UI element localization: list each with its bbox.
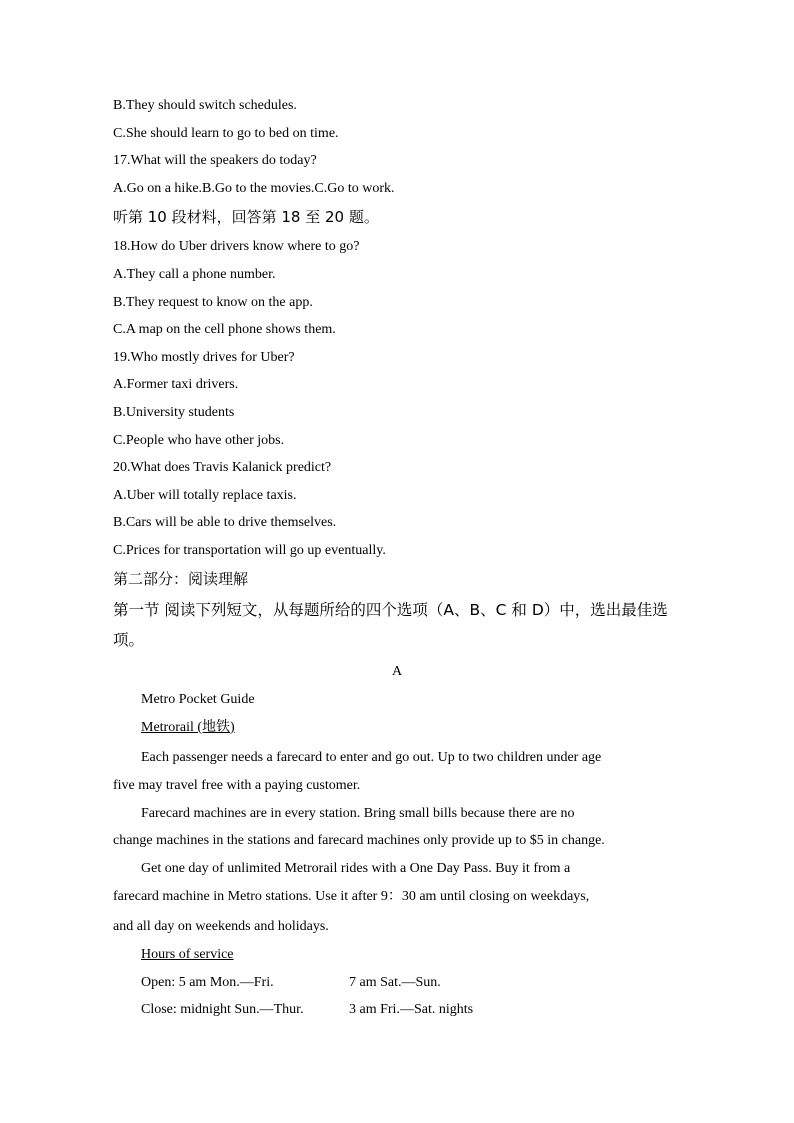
part-title: 第二部分：阅读理解 xyxy=(113,570,249,588)
q18-option-a: A.They call a phone number. xyxy=(113,267,276,282)
q20-question: 20.What does Travis Kalanick predict? xyxy=(113,460,332,475)
close-weekday: Close: midnight Sun.—Thur. xyxy=(141,1002,304,1017)
para3-line1: Get one day of unlimited Metrorail rides with a One Day Pass. Buy it from a xyxy=(141,861,571,876)
q20-option-b: B.Cars will be able to drive themselves. xyxy=(113,515,337,530)
q19-option-c: C.People who have other jobs. xyxy=(113,433,285,448)
section10-instruction: 听第 10 段材料，回答第 18 至 20 题。 xyxy=(113,208,379,226)
para1-line2: five may travel free with a paying customer. xyxy=(113,778,361,793)
q17-question: 17.What will the speakers do today? xyxy=(113,153,317,168)
para2-line1: Farecard machines are in every station. Bring small bills because there are no xyxy=(141,806,575,821)
q16-option-b: B.They should switch schedules. xyxy=(113,98,297,113)
q16-option-c: C.She should learn to go to bed on time. xyxy=(113,126,339,141)
metrorail-heading: Metrorail (地铁) xyxy=(141,720,235,735)
q18-option-b: B.They request to know on the app. xyxy=(113,295,313,310)
open-weekend: 7 am Sat.—Sun. xyxy=(349,975,441,990)
para3-line2: farecard machine in Metro stations. Use it after 9：30 am until closing on weekdays, xyxy=(113,889,590,904)
q18-question: 18.How do Uber drivers know where to go? xyxy=(113,239,360,254)
open-hours-row xyxy=(141,973,441,993)
q20-option-a: A.Uber will totally replace taxis. xyxy=(113,488,297,503)
section-instruction: 第一节 阅读下列短文，从每题所给的四个选项（A、B、C 和 D）中，选出最佳选项。 xyxy=(113,601,668,649)
hours-heading: Hours of service xyxy=(141,947,234,962)
q19-option-a: A.Former taxi drivers. xyxy=(113,377,239,392)
para3-line3: and all day on weekends and holidays. xyxy=(113,919,329,934)
para2-line2: change machines in the stations and farecard machines only provide up to $5 in change. xyxy=(113,833,605,848)
close-weekend: 3 am Fri.—Sat. nights xyxy=(349,1002,474,1017)
q17-options: A.Go on a hike.B.Go to the movies.C.Go to work. xyxy=(113,181,395,196)
q19-option-b: B.University students xyxy=(113,405,235,420)
q19-question: 19.Who mostly drives for Uber? xyxy=(113,350,295,365)
guide-title: Metro Pocket Guide xyxy=(141,692,255,707)
passage-label: A xyxy=(391,664,403,679)
para1-line1: Each passenger needs a farecard to enter and go out. Up to two children under age xyxy=(141,750,602,765)
q20-option-c: C.Prices for transportation will go up eventually. xyxy=(113,543,386,558)
open-weekday: Open: 5 am Mon.—Fri. xyxy=(141,975,274,990)
close-hours-row xyxy=(141,1000,473,1020)
q18-option-c: C.A map on the cell phone shows them. xyxy=(113,322,336,337)
